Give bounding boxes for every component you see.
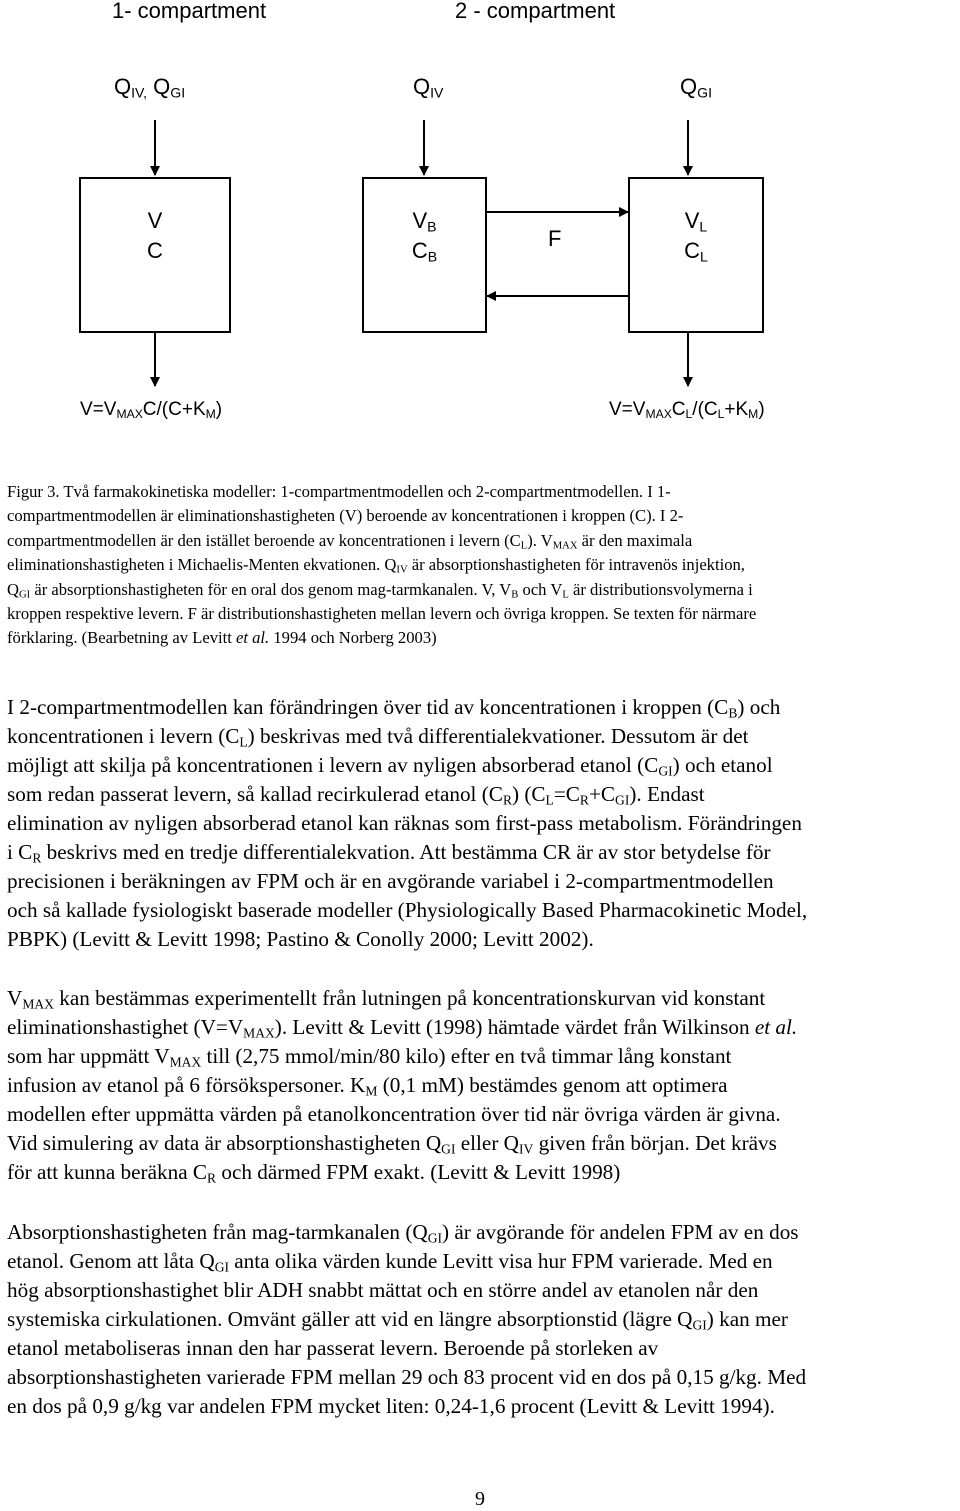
box-one-conc-label: C xyxy=(147,238,163,263)
text-line: och så kallade fysiologiskt baserade modeller (Physiologically Based Pharmacokinetic Model, xyxy=(7,898,808,922)
figure-caption xyxy=(7,480,957,651)
box-liver-volume-label: $V_L$ xyxy=(684,208,708,235)
text-line: eliminationshastighet $(V=V_{MAX})$. Levitt & Levitt (1998) hämtade värdet från Wilkinson et al. xyxy=(7,1015,798,1041)
text-line: Vid simulering av data är absorptionshastigheten $Q_{GI}$ eller $Q_{IV}$ given från början. Det krävs xyxy=(7,1131,777,1157)
box-blood-volume-label: $V_B$ xyxy=(412,208,437,235)
text-line: etanol. Genom att låta $Q_{GI}$ anta olika värden kunde Levitt visa hur FPM varierade. Med en xyxy=(7,1249,773,1275)
output-formula-left: $V=V_{MAX}C/(C+K_M)$ xyxy=(80,399,223,422)
paragraph-vmax xyxy=(7,984,957,1187)
text-line: infusion av etanol på 6 försökspersoner. $K_M$ (0,1 mM) bestämdes genom att optimera xyxy=(7,1073,728,1099)
text-line: etanol metaboliseras innan den har passerat levern. Beroende på storleken av xyxy=(7,1336,659,1360)
paragraph-absorption xyxy=(7,1218,957,1421)
text-line: eliminationshastigheten i Michaelis-Menten ekvationen. $Q_{IV}$ är absorptionshastigheten för intravenös injektion, xyxy=(7,555,745,576)
text-line: som har uppmätt $V_{MAX}$ till (2,75 mmol/min/80 kilo) efter en två timmar lång konstant xyxy=(7,1044,732,1070)
box-one-volume-label: V xyxy=(147,208,163,233)
text-line: Figur 3. Två farmakokinetiska modeller: 1-compartmentmodellen och 2-compartmentmodellen. I 1- xyxy=(7,482,671,501)
output-formula-right: $V=V_{MAX}C_L/(C_L+K_M)$ xyxy=(609,399,765,422)
text-line: compartmentmodellen är den istället beroende av koncentrationen i levern $(C_L)$. $V_{MAX}$ är den maximala xyxy=(7,530,693,552)
input-label-right: $Q_{GI}$ xyxy=(680,74,712,101)
text-line: precisionen i beräkningen av FPM och är en avgörande variabel i 2-compartmentmodellen xyxy=(7,869,774,893)
box-blood-conc-label: $C_B$ xyxy=(411,238,438,265)
text-line: modellen efter uppmätta värden på etanolkoncentration över tid när övriga värden är givna. xyxy=(7,1102,781,1126)
text-line: i $C_R$ beskrivs med en tredje differentialekvation. Att bestämma CR är av stor betydelse för xyxy=(7,840,771,866)
text-line: möjligt att skilja på koncentrationen i levern av nyligen absorberad etanol $(C_{GI})$ och etanol xyxy=(7,753,773,779)
text-line: för att kunna beräkna $C_R$ och därmed FPM exakt. (Levitt & Levitt 1998) xyxy=(7,1160,621,1186)
text-line: koncentrationen i levern $(C_L)$ beskrivas med två differentialekvationer. Dessutom är det xyxy=(7,724,749,750)
input-label-left: $Q_{IV,}$ $Q_{GI}$ xyxy=(114,74,186,101)
text-line: förklaring. (Bearbetning av Levitt et al. 1994 och Norberg 2003) xyxy=(7,628,437,648)
text-line: hög absorptionshastighet blir ADH snabbt mättat och en större andel av etanolen når den xyxy=(7,1278,759,1302)
text-line: PBPK) (Levitt & Levitt 1998; Pastino & Conolly 2000; Levitt 2002). xyxy=(7,927,594,951)
header-two-compartment: 2 - compartment xyxy=(455,0,616,23)
box-liver-conc-label: $C_L$ xyxy=(684,238,708,265)
page-number: 9 xyxy=(475,1488,485,1510)
text-line: I 2-compartmentmodellen kan förändringen över tid av koncentrationen i kroppen $(C_B)$ och xyxy=(7,695,781,721)
text-line: absorptionshastigheten varierade FPM mellan 29 och 83 procent vid en dos på 0,15 g/kg. Med xyxy=(7,1365,807,1389)
text-line: Absorptionshastigheten från mag-tarmkanalen $(Q_{GI})$ är avgörande för andelen FPM av en dos xyxy=(7,1220,799,1246)
text-line: $V_{MAX}$ kan bestämmas experimentellt från lutningen på koncentrationskurvan vid konstant xyxy=(7,986,766,1012)
flow-label: F xyxy=(548,226,562,251)
text-line: compartmentmodellen är eliminationshastigheten (V) beroende av koncentrationen i kroppen (C). I 2- xyxy=(7,506,684,526)
text-line: $Q_{GI}$ är absorptionshastigheten för en oral dos genom mag-tarmkanalen. V, $V_B$ och $V_L$ är distributionsvolymerna i xyxy=(7,579,753,601)
input-label-mid: $Q_{IV}$ xyxy=(413,74,444,101)
header-one-compartment: 1- compartment xyxy=(112,0,267,23)
text-line: elimination av nyligen absorberad etanol kan räknas som first-pass metabolism. Förändringen xyxy=(7,811,802,835)
text-line: en dos på 0,9 g/kg var andelen FPM mycket liten: 0,24-1,6 procent (Levitt & Levitt 1994). xyxy=(7,1394,775,1418)
text-line: systemiska cirkulationen. Omvänt gäller att vid en längre absorptionstid (lägre $Q_{GI}$) kan mer xyxy=(7,1307,788,1333)
text-line: kroppen respektive levern. F är distributionshastigheten mellan levern och övriga kroppen. Se texten för närmare xyxy=(7,604,757,624)
paragraph-two-compartment xyxy=(7,693,957,954)
text-line: som redan passerat levern, så kallad recirkulerad etanol $(C_R)$ $(C_L=C_R+C_{GI})$. Endast xyxy=(7,782,705,808)
